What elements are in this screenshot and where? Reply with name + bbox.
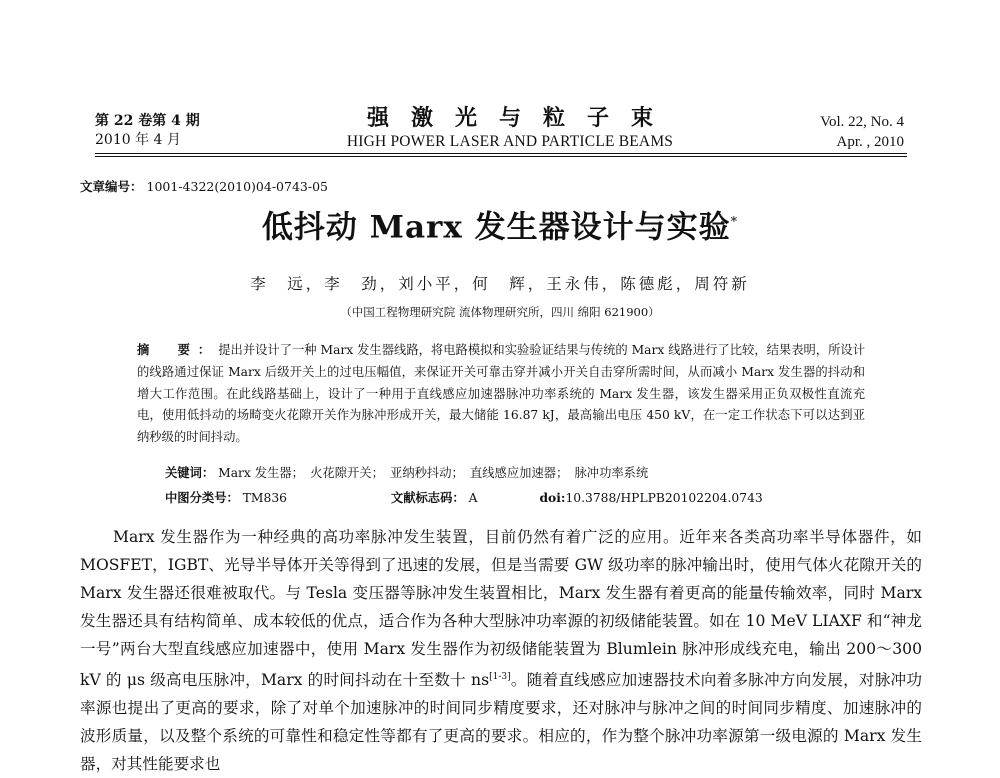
header-left xyxy=(95,112,200,150)
clc-label: 中图分类号： xyxy=(165,490,239,505)
title-footnote-mark: * xyxy=(730,215,739,230)
date-en: Apr. , 2010 xyxy=(836,134,904,150)
paper-title-text: 低抖动 Marx 发生器设计与实验 xyxy=(261,209,731,246)
header-right xyxy=(820,112,904,152)
author-list: 李 远，李 劲，刘小平，何 辉，王永伟，陈德彪，周符新 xyxy=(250,275,750,293)
journal-name-cn: 强激光与粒子束 xyxy=(366,105,675,131)
date-cn: 2010 年 4 月 xyxy=(95,132,181,148)
doc-code-value: A xyxy=(468,491,478,505)
journal-header xyxy=(300,104,720,152)
doi-label: doi: xyxy=(539,490,566,505)
keywords-label: 关键词： xyxy=(165,465,215,480)
doc-code-label: 文献标志码： xyxy=(390,490,465,505)
keywords-text: Marx 发生器； 火花隙开关； 亚纳秒抖动； 直线感应加速器； 脉冲功率系统 xyxy=(218,466,649,480)
header-rule-bottom xyxy=(95,156,907,157)
abstract xyxy=(137,339,865,449)
journal-name-en: HIGH POWER LASER AND PARTICLE BEAMS xyxy=(346,133,674,150)
volume-issue-en: Vol. 22, No. 4 xyxy=(820,114,904,130)
body-text-part1: Marx 发生器作为一种经典的高功率脉冲发生装置，目前仍然有着广泛的应用。近年来各类高功率半导体器件，如 MOSFET，IGBT、光导半导体开关等得到了迅速的发展，但是当需要 GW 级功率的脉冲输出时，使用气体火花隙开关的 Marx 发生器还很难被取代。与 Tesla 变压器等脉冲发生装置相比，Marx 发生器有着更高的能量传输效率，同时 Marx 发生器还具有结构简单、成本较低的优点，适合作为各种大型脉冲功率源的初级储能装置。如在 10 MeV LIAXF 和“神龙一号”两台大型直线感应加速器中，使用 Marx 发生器作为初级储能装置为 Blumlein 脉冲形成线充电，输出 200～300 kV 的 μs 级高电压脉冲，Marx 的时间抖动在十至数十 ns xyxy=(80,528,922,690)
body-paragraph xyxy=(80,523,922,778)
classification-line xyxy=(165,488,763,506)
abstract-label: 摘 要： xyxy=(137,342,219,357)
keywords xyxy=(165,463,648,481)
article-number-value: 1001-4322(2010)04-0743-05 xyxy=(146,179,328,194)
article-number xyxy=(80,177,328,195)
header-rule-top xyxy=(95,153,907,154)
volume-issue-cn: 第 22 卷第 4 期 xyxy=(95,113,200,129)
article-number-label: 文章编号： xyxy=(80,179,143,194)
paper-title xyxy=(0,202,1000,248)
clc-value: TM836 xyxy=(242,491,287,505)
body-text-part2: 。随着直线感应加速器技术向着多脉冲方向发展，对脉冲功率源也提出了更高的要求，除了对单个加速脉冲的时间同步精度要求，还对脉冲与脉冲之间的时间同步精度、加速脉冲的波形质量，以及整个系统的可靠性和稳定性等都有了更高的要求。相应的，作为整个脉冲功率源第一级电源的 Marx 发生器，对其性能要求也 xyxy=(80,671,922,774)
citation-ref: [1-3] xyxy=(489,672,511,682)
abstract-text: 提出并设计了一种 Marx 发生器线路，将电路模拟和实验验证结果与传统的 Marx 线路进行了比较，结果表明，所设计的线路通过保证 Marx 后级开关上的过电压幅值，来保证开关可靠击穿并减小开关自击穿所需时间，从而减小 Marx 发生器的抖动和增大工作范围。在此线路基础上，设计了一种用于直线感应加速器脉冲功率系统的 Marx 发生器，该发生器采用正负双极性直流充电，使用低抖动的场畸变火花隙开关作为脉冲形成开关，最大储能 16.87 kJ，最高输出电压 450 kV，在一定工作状态下可以达到亚纳秒级的时间抖动。 xyxy=(137,343,865,445)
affiliation: （中国工程物理研究院 流体物理研究所，四川 绵阳 621900） xyxy=(340,305,660,319)
doi-value: 10.3788/HPLPB20102204.0743 xyxy=(565,491,763,505)
